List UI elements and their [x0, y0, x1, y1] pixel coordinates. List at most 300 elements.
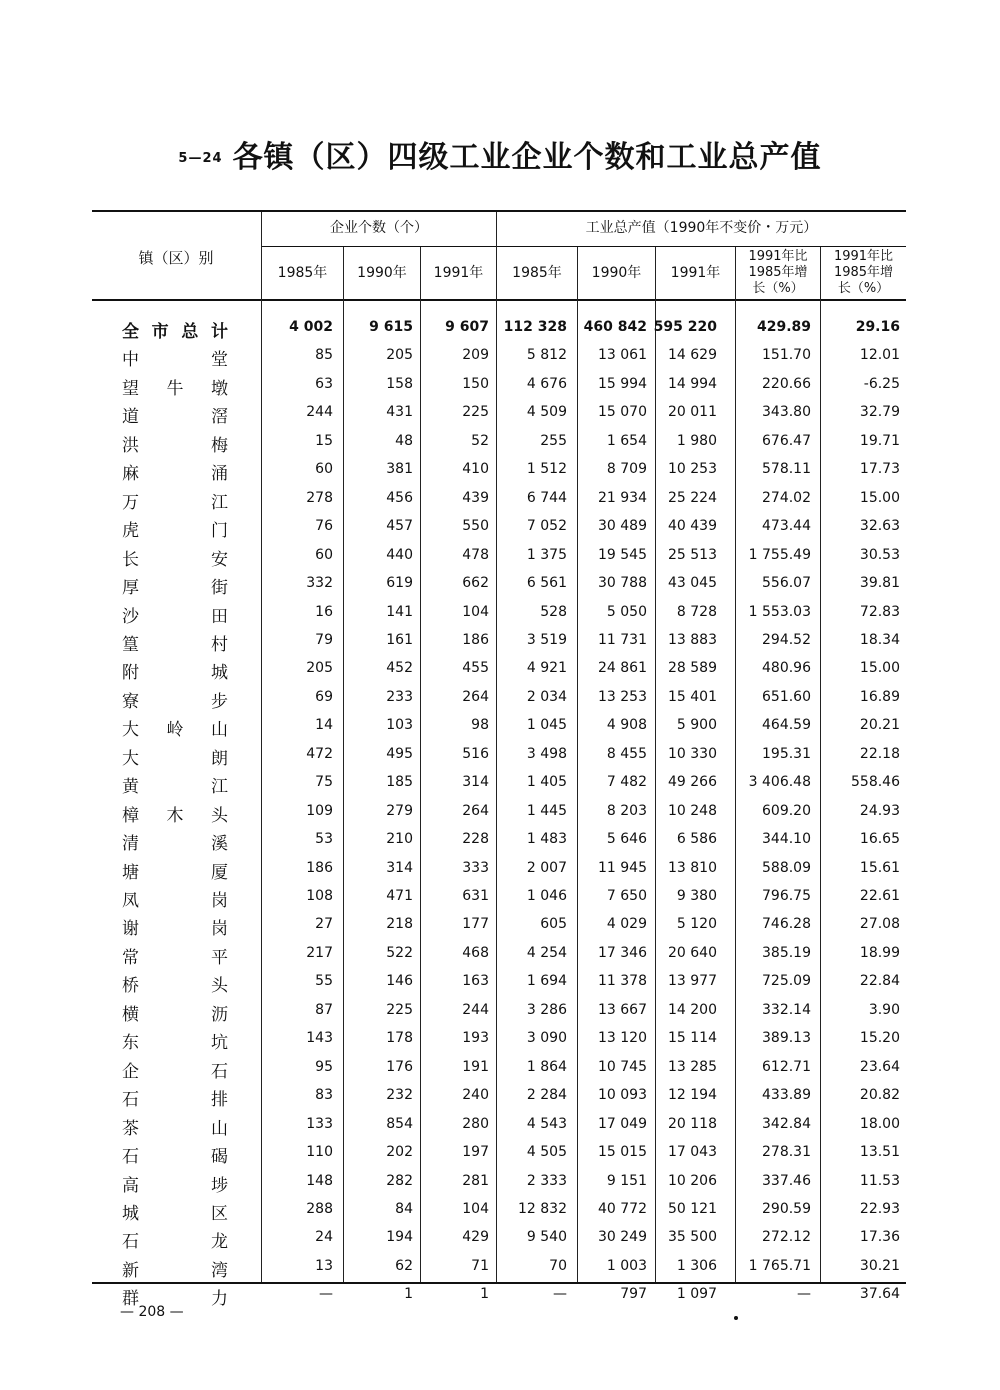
table-cell: 53 [315, 831, 333, 848]
town-name [122, 943, 228, 968]
table-cell: 24.93 [859, 802, 900, 819]
table-cell: 332 [306, 575, 333, 592]
town-name-char: 田 [211, 606, 228, 627]
table-cell: 7 650 [606, 888, 647, 904]
table-cell: 255 [540, 432, 567, 449]
growth-header-line: 1991年比 [748, 249, 808, 264]
table-cell: 13 810 [668, 859, 717, 876]
table-cell: 4 505 [526, 1144, 567, 1161]
town-name [122, 772, 228, 797]
table-cell: 522 [386, 944, 413, 961]
table-cell: 75 [315, 774, 333, 791]
table-row [0, 1138, 1000, 1166]
table-cell: 468 [462, 944, 489, 961]
table-cell: 278 [306, 489, 333, 506]
table-row [0, 854, 1000, 882]
page-number: — 208 — [120, 1304, 184, 1320]
table-cell: 332.14 [762, 1001, 811, 1018]
table-cell: 12.01 [859, 347, 900, 364]
town-name [122, 573, 228, 598]
table-cell: 290.59 [762, 1200, 811, 1217]
growth-header-line: 1991年比 [833, 249, 894, 264]
table-cell: 1 864 [526, 1058, 567, 1075]
table-cell: 210 [386, 831, 413, 848]
table-cell: 13 061 [598, 347, 647, 364]
town-name [122, 829, 228, 854]
town-name [122, 744, 228, 769]
town-name [122, 1000, 228, 1025]
town-name [122, 630, 228, 655]
table-cell: 578.11 [762, 461, 811, 478]
table-cell: 37.64 [859, 1286, 900, 1303]
town-name-char: 堂 [211, 350, 228, 371]
table-cell: 83 [315, 1087, 333, 1104]
growth-header-line: 1985年增 [748, 265, 808, 280]
table-cell: 274.02 [762, 489, 811, 506]
table-row [0, 1024, 1000, 1052]
table-cell: 52 [471, 432, 489, 449]
table-cell: 24 861 [598, 660, 647, 677]
table-cell: 343.80 [762, 404, 811, 421]
table-cell: -6.25 [863, 375, 900, 392]
town-name-char: 万 [122, 492, 139, 513]
out-year-header: 1991年 [670, 265, 721, 281]
table-cell: 110 [306, 1144, 333, 1161]
table-cell: 98 [471, 717, 489, 734]
table-cell: 7 052 [526, 518, 567, 535]
table-cell: 228 [462, 831, 489, 848]
town-name [122, 431, 228, 456]
table-cell: 433.89 [762, 1087, 811, 1104]
table-cell: 452 [386, 660, 413, 677]
table-cell: 264 [462, 688, 489, 705]
table-row [0, 512, 1000, 540]
table-cell: 15 401 [668, 688, 717, 705]
table-cell: 18.00 [859, 1115, 900, 1132]
table-cell: 112 328 [503, 319, 567, 335]
table-cell: 13 285 [668, 1058, 717, 1075]
town-name [122, 858, 228, 883]
town-name-char: 涌 [211, 464, 228, 485]
table-cell: 3 090 [526, 1030, 567, 1047]
town-name [122, 1256, 228, 1281]
table-cell: 163 [462, 973, 489, 990]
table-cell: 609.20 [762, 802, 811, 819]
table-cell: 14 994 [668, 375, 717, 392]
town-name-char: 道 [122, 407, 139, 428]
table-cell: 1 [404, 1286, 413, 1303]
table-cell: 28 589 [668, 660, 717, 677]
table-cell: 9 151 [606, 1172, 647, 1189]
table-cell: 264 [462, 802, 489, 819]
growth-header-line: 长（%） [837, 281, 890, 296]
town-name [122, 1171, 228, 1196]
town-name-char: 清 [122, 834, 139, 855]
table-cell: 455 [462, 660, 489, 677]
table-cell: 48 [395, 432, 413, 449]
town-name-char: 头 [211, 976, 228, 997]
table-cell: 15 114 [668, 1030, 717, 1047]
table-cell: 6 744 [526, 489, 567, 506]
table-cell: 10 093 [598, 1087, 647, 1104]
table-cell: 32.79 [859, 404, 900, 421]
growth-header-line: 长（%） [752, 281, 804, 296]
town-name [122, 1057, 228, 1082]
town-name-char: 虎 [122, 521, 139, 542]
table-cell: 439 [462, 489, 489, 506]
table-cell: 20 118 [668, 1115, 717, 1132]
table-cell: 344.10 [762, 831, 811, 848]
table-cell: 8 203 [606, 802, 647, 819]
table-row [0, 1053, 1000, 1081]
table-cell: 232 [386, 1087, 413, 1104]
town-name-char: 碣 [211, 1147, 228, 1168]
table-cell: 1 097 [676, 1286, 717, 1303]
town-name-char: 门 [211, 521, 228, 542]
town-name-char: 步 [211, 691, 228, 712]
town-name-char: 区 [211, 1203, 228, 1224]
table-cell: 95 [315, 1058, 333, 1075]
table-cell: 381 [386, 461, 413, 478]
table-cell: 15.00 [859, 489, 900, 506]
table-cell: 595 220 [653, 319, 717, 335]
table-cell: 133 [306, 1115, 333, 1132]
table-cell: 195.31 [762, 745, 811, 762]
table-cell: 161 [386, 631, 413, 648]
table-cell: 62 [395, 1257, 413, 1274]
table-cell: 12 194 [668, 1087, 717, 1104]
table-cell: 5 900 [676, 717, 717, 734]
town-name-char: 总 [181, 322, 199, 342]
table-cell: 1 755.49 [748, 546, 811, 563]
town-name-char: 塘 [122, 862, 139, 883]
town-name-char: 黄 [122, 777, 139, 798]
table-cell: 13.51 [859, 1144, 900, 1161]
table-cell: 272.12 [762, 1229, 811, 1246]
table-cell: 205 [386, 347, 413, 364]
town-name-char: 木 [166, 805, 184, 826]
table-cell: 197 [462, 1144, 489, 1161]
table-cell: 5 646 [606, 831, 647, 848]
growth-91-90-header [821, 249, 906, 297]
group-header-rule [262, 246, 906, 247]
table-cell: 6 586 [676, 831, 717, 848]
table-row [0, 598, 1000, 626]
town-name-char: 石 [122, 1232, 139, 1253]
table-cell: 191 [462, 1058, 489, 1075]
town-name [122, 971, 228, 996]
table-cell: 108 [306, 888, 333, 904]
table-cell: 460 842 [583, 319, 647, 335]
table-cell: 25 224 [668, 489, 717, 506]
table-row [0, 825, 1000, 853]
table-cell: 472 [306, 745, 333, 762]
table-row [0, 370, 1000, 398]
town-name-char: 茶 [122, 1118, 139, 1139]
table-cell: 14 629 [668, 347, 717, 364]
table-cell: 480.96 [762, 660, 811, 677]
table-cell: 1 694 [526, 973, 567, 990]
table-cell: 2 034 [526, 688, 567, 705]
town-name [122, 402, 228, 427]
table-cell: 473.44 [762, 518, 811, 535]
table-cell: 70 [549, 1257, 567, 1274]
table-cell: 4 029 [606, 916, 647, 933]
table-cell: 2 333 [526, 1172, 567, 1189]
town-name-char: 企 [122, 1061, 139, 1082]
town-name [122, 687, 228, 712]
table-cell: 29.16 [855, 319, 900, 335]
table-cell: 605 [540, 916, 567, 933]
table-row [0, 768, 1000, 796]
table-cell: 385.19 [762, 944, 811, 961]
ent-year-header: 1990年 [357, 265, 407, 281]
town-name-char: 排 [211, 1090, 228, 1111]
table-cell: 146 [386, 973, 413, 990]
table-cell: 588.09 [762, 859, 811, 876]
town-name-char: 力 [211, 1289, 228, 1310]
town-name-char: 厚 [122, 578, 139, 599]
town-name [122, 1114, 228, 1139]
table-cell: 337.46 [762, 1172, 811, 1189]
table-cell: 148 [306, 1172, 333, 1189]
table-cell: 4 676 [526, 375, 567, 392]
town-name [122, 715, 228, 740]
table-cell: 15 015 [598, 1144, 647, 1161]
table-cell: 76 [315, 518, 333, 535]
table-cell: 30.21 [859, 1257, 900, 1274]
table-cell: 10 745 [598, 1058, 647, 1075]
table-cell: 471 [386, 888, 413, 904]
town-name-char: 常 [122, 947, 139, 968]
table-cell: 55 [315, 973, 333, 990]
table-row [0, 996, 1000, 1024]
table-cell: 9 607 [445, 319, 489, 335]
table-cell: 619 [386, 575, 413, 592]
table-row [0, 882, 1000, 910]
growth-91-85-header [736, 249, 820, 297]
table-cell: 22.18 [859, 745, 900, 762]
town-name-char: 群 [122, 1289, 139, 1310]
table-cell: 176 [386, 1058, 413, 1075]
table-cell: 4 543 [526, 1115, 567, 1132]
table-cell: 1 512 [526, 461, 567, 478]
town-name [122, 1227, 228, 1252]
table-cell: 18.34 [859, 631, 900, 648]
town-name-char: 洪 [122, 435, 139, 456]
town-name-char: 墩 [211, 378, 228, 399]
town-name-char: 东 [122, 1033, 139, 1054]
table-cell: 410 [462, 461, 489, 478]
table-cell: 6 561 [526, 575, 567, 592]
table-cell: 150 [462, 375, 489, 392]
town-name-char: 埗 [211, 1175, 228, 1196]
table-cell: 4 908 [606, 717, 647, 734]
town-name-char: 樟 [122, 805, 139, 826]
town-name-char: 安 [211, 549, 228, 570]
town-name [122, 914, 228, 939]
table-cell: — [319, 1286, 333, 1303]
table-cell: 20.82 [859, 1087, 900, 1104]
table-cell: 63 [315, 375, 333, 392]
table-cell: 550 [462, 518, 489, 535]
table-cell: 1 483 [526, 831, 567, 848]
table-cell: 14 200 [668, 1001, 717, 1018]
table-cell: 1 003 [606, 1257, 647, 1274]
table-cell: 20.21 [859, 717, 900, 734]
town-name-char: 高 [122, 1175, 139, 1196]
town-name-char: 城 [122, 1203, 139, 1224]
table-cell: 4 254 [526, 944, 567, 961]
table-cell: 429.89 [756, 319, 811, 335]
table-row [0, 1195, 1000, 1223]
table-cell: 19 545 [598, 546, 647, 563]
town-name-char: 计 [210, 322, 228, 342]
table-cell: 15 994 [598, 375, 647, 392]
town-name-char: 朗 [211, 748, 228, 769]
town-name [122, 516, 228, 541]
table-cell: 50 121 [668, 1200, 717, 1217]
table-cell: 24 [315, 1229, 333, 1246]
table-cell: 186 [306, 859, 333, 876]
table-cell: 1 306 [676, 1257, 717, 1274]
table-cell: 1 045 [526, 717, 567, 734]
table-cell: 27.08 [859, 916, 900, 933]
table-cell: 217 [306, 944, 333, 961]
table-cell: 194 [386, 1229, 413, 1246]
growth-header-line: 1985年增 [833, 265, 894, 280]
table-cell: 1 765.71 [748, 1257, 811, 1274]
table-cell: 464.59 [762, 717, 811, 734]
town-name-char: 桥 [122, 976, 139, 997]
town-name-char: 望 [122, 378, 139, 399]
table-cell: 281 [462, 1172, 489, 1189]
table-cell: 225 [386, 1001, 413, 1018]
row-label-header: 镇（区）别 [138, 249, 214, 267]
table-cell: 158 [386, 375, 413, 392]
table-cell: 79 [315, 631, 333, 648]
table-cell: 3 406.48 [748, 774, 811, 791]
table-row [0, 626, 1000, 654]
table-cell: 1 553.03 [748, 603, 811, 620]
table-cell: 1 445 [526, 802, 567, 819]
town-name-char: 市 [151, 322, 169, 342]
ent-year-header: 1985年 [277, 265, 328, 281]
town-name [122, 1142, 228, 1167]
town-name-char: 附 [122, 663, 139, 684]
table-cell: 342.84 [762, 1115, 811, 1132]
table-cell: 5 120 [676, 916, 717, 933]
table-cell: 17 043 [668, 1144, 717, 1161]
table-cell: 151.70 [762, 347, 811, 364]
table-cell: 13 977 [668, 973, 717, 990]
table-cell: 104 [462, 1200, 489, 1217]
table-cell: 15.00 [859, 660, 900, 677]
table-cell: 456 [386, 489, 413, 506]
ent-year-header: 1991年 [433, 265, 484, 281]
table-cell: 35 500 [668, 1229, 717, 1246]
table-cell: 15.20 [859, 1030, 900, 1047]
table-cell: 282 [386, 1172, 413, 1189]
table-row [0, 910, 1000, 938]
out-year-header: 1985年 [512, 265, 562, 281]
table-cell: 30.53 [859, 546, 900, 563]
table-cell: 662 [462, 575, 489, 592]
table-cell: 30 489 [598, 518, 647, 535]
table-row [0, 1110, 1000, 1138]
table-cell: 185 [386, 774, 413, 791]
table-cell: 49 266 [668, 774, 717, 791]
table-cell: 1 405 [526, 774, 567, 791]
town-name [122, 374, 228, 399]
table-cell: 22.61 [859, 888, 900, 904]
table-cell: 2 007 [526, 859, 567, 876]
table-cell: 13 667 [598, 1001, 647, 1018]
table-cell: 20 640 [668, 944, 717, 961]
town-name-char: 岗 [211, 919, 228, 940]
table-cell: 233 [386, 688, 413, 705]
page-title [0, 132, 1000, 176]
table-cell: — [797, 1286, 811, 1303]
table-cell: 16 [315, 603, 333, 620]
table-cell: 279 [386, 802, 413, 819]
town-name-char: 新 [122, 1260, 139, 1281]
table-cell: 10 248 [668, 802, 717, 819]
table-cell: 177 [462, 916, 489, 933]
table-cell: 40 772 [598, 1200, 647, 1217]
table-cell: 72.83 [859, 603, 900, 620]
town-name [122, 459, 228, 484]
table-cell: 109 [306, 802, 333, 819]
table-row [0, 341, 1000, 369]
table-cell: 631 [462, 888, 489, 904]
table-cell: 429 [462, 1229, 489, 1246]
town-name [122, 658, 228, 683]
table-cell: 22.93 [859, 1200, 900, 1217]
table-cell: 854 [386, 1115, 413, 1132]
town-name [122, 545, 228, 570]
table-cell: 17.36 [859, 1229, 900, 1246]
table-cell: 13 [315, 1257, 333, 1274]
town-name-char: 厦 [211, 862, 228, 883]
table-cell: 244 [462, 1001, 489, 1018]
town-name-char: 长 [122, 549, 139, 570]
town-name-char: 石 [122, 1147, 139, 1168]
table-cell: 60 [315, 461, 333, 478]
table-row [0, 654, 1000, 682]
table-cell: 10 206 [668, 1172, 717, 1189]
table-cell: — [553, 1286, 567, 1303]
town-name [122, 345, 228, 370]
table-cell: 558.46 [851, 774, 900, 791]
table-cell: 25 513 [668, 546, 717, 563]
table-cell: 40 439 [668, 518, 717, 535]
table-cell: 202 [386, 1144, 413, 1161]
table-cell: 431 [386, 404, 413, 421]
table-cell: 178 [386, 1030, 413, 1047]
town-name-char: 溪 [211, 834, 228, 855]
table-cell: 4 002 [289, 319, 333, 335]
town-name-char: 岗 [211, 891, 228, 911]
town-name-char: 梅 [211, 435, 228, 456]
table-top-rule [92, 210, 906, 212]
output-group-header: 工业总产值（1990年不变价・万元） [585, 220, 818, 236]
table-cell: 205 [306, 660, 333, 677]
table-cell: 30 788 [598, 575, 647, 592]
table-cell: 5 812 [526, 347, 567, 364]
table-cell: 17 346 [598, 944, 647, 961]
table-row [0, 1252, 1000, 1280]
